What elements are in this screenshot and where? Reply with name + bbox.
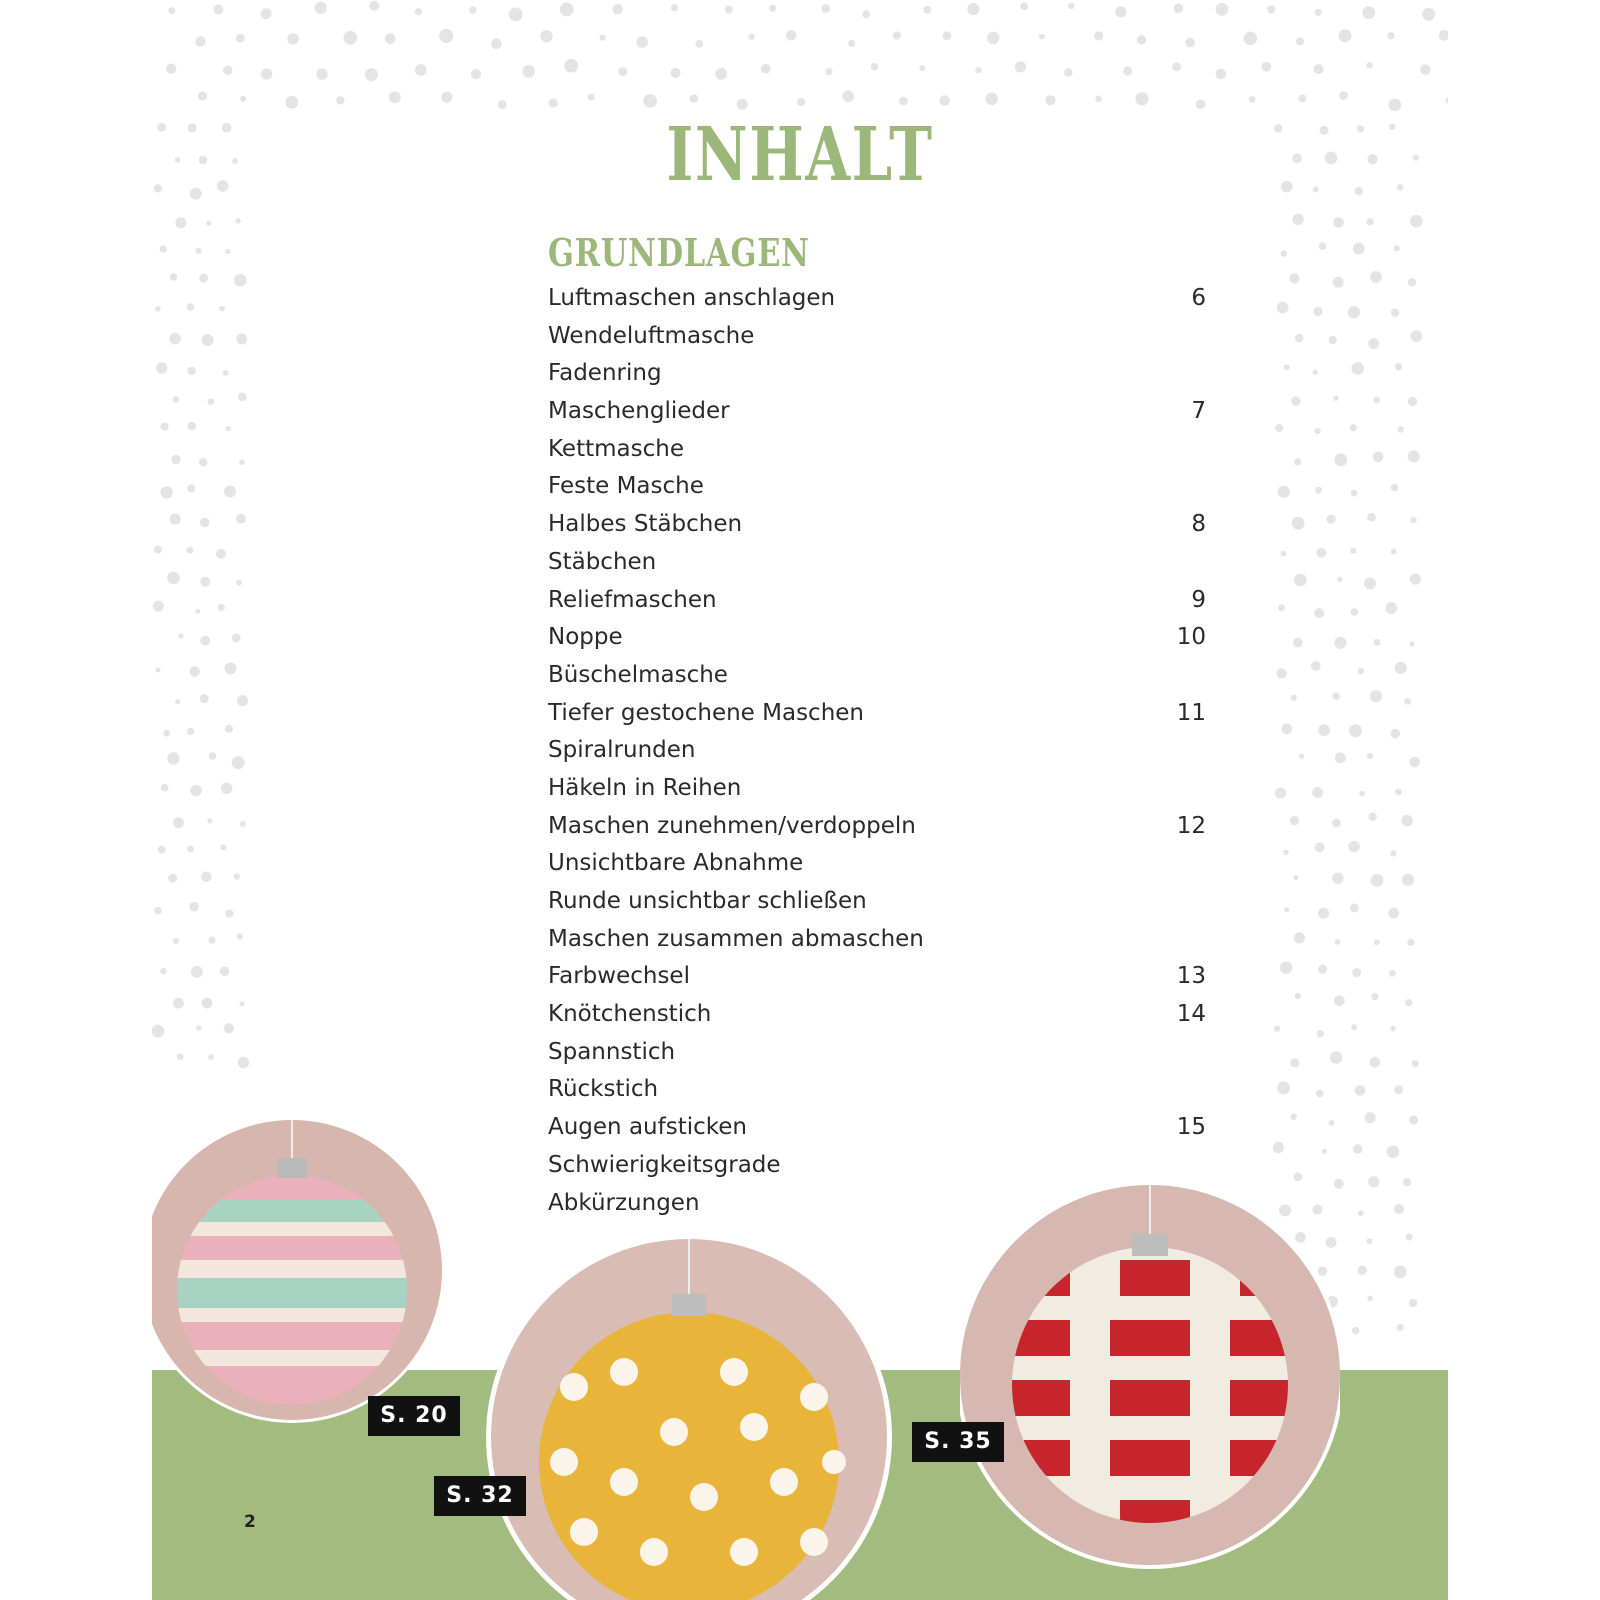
- toc-entry-label: Knötchenstich: [548, 1001, 712, 1028]
- toc-entry-page: 14: [1176, 1001, 1206, 1028]
- toc-entry: [548, 506, 1206, 544]
- section-title: GRUNDLAGEN: [548, 230, 810, 275]
- toc-entry: [548, 1071, 1206, 1109]
- toc-entry-page: 12: [1176, 812, 1206, 839]
- toc-entry-label: Stäbchen: [548, 548, 657, 575]
- toc-entry: [548, 468, 1206, 506]
- toc-entry-label: Schwierigkeitsgrade: [548, 1151, 781, 1178]
- toc-entry: [548, 808, 1206, 846]
- page-title: INHALT: [666, 112, 934, 198]
- toc-entry-label: Häkeln in Reihen: [548, 774, 742, 801]
- toc-entry-page: 11: [1176, 699, 1206, 726]
- toc-entry-label: Spiralrunden: [548, 737, 696, 764]
- toc-entry: [548, 544, 1206, 582]
- toc-entry: [548, 280, 1206, 318]
- toc-entry-label: Farbwechsel: [548, 963, 690, 990]
- ornament-photo-red-checked: [960, 1180, 1340, 1580]
- toc-entry-label: Maschen zusammen abmaschen: [548, 925, 924, 952]
- toc-entry-label: Unsichtbare Abnahme: [548, 850, 804, 877]
- toc-entry: [548, 958, 1206, 996]
- toc-entry: [548, 431, 1206, 469]
- toc-entry-label: Tiefer gestochene Maschen: [548, 699, 865, 726]
- toc-entry-label: Reliefmaschen: [548, 586, 717, 613]
- toc-entry: [548, 619, 1206, 657]
- toc-entry-label: Augen aufsticken: [548, 1114, 747, 1141]
- toc-entry-page: 6: [1191, 285, 1206, 311]
- ornament-photo-yellow-bobble: [484, 1232, 894, 1600]
- toc-entry: [548, 1034, 1206, 1072]
- toc-entry: [548, 921, 1206, 959]
- toc-entry-label: Maschen zunehmen/verdoppeln: [548, 812, 916, 839]
- toc-entry-page: 9: [1191, 586, 1206, 613]
- toc-entry: [548, 355, 1206, 393]
- toc-entry: [548, 393, 1206, 431]
- toc-entry-label: Rückstich: [548, 1076, 659, 1103]
- toc-entry-label: Feste Masche: [548, 473, 704, 500]
- toc-entry-page: 15: [1176, 1114, 1206, 1141]
- toc-entry-page: 13: [1176, 963, 1206, 990]
- ornament-badge-1: S. 20: [368, 1396, 460, 1436]
- toc-entry-label: Büschelmasche: [548, 661, 728, 688]
- toc-entry: [548, 883, 1206, 921]
- toc-entry-label: Maschenglieder: [548, 398, 730, 425]
- page-number: 2: [244, 1512, 256, 1532]
- toc-entry: [548, 1147, 1206, 1185]
- toc-entry-label: Abkürzungen: [548, 1189, 700, 1216]
- toc-entry-label: Kettmasche: [548, 435, 684, 462]
- toc-entry: [548, 845, 1206, 883]
- toc-entry-page: 10: [1176, 624, 1206, 651]
- toc-entry: [548, 996, 1206, 1034]
- book-page: [152, 0, 1448, 1600]
- toc-entry: [548, 657, 1206, 695]
- toc-entry: [548, 582, 1206, 620]
- table-of-contents: [548, 280, 1206, 1222]
- toc-entry: [548, 732, 1206, 770]
- ornament-badge-3: S. 35: [912, 1422, 1004, 1462]
- toc-entry: [548, 1109, 1206, 1147]
- toc-entry-label: Halbes Stäbchen: [548, 511, 743, 538]
- toc-entry: [548, 695, 1206, 733]
- toc-entry-label: Wendeluftmasche: [548, 322, 755, 349]
- toc-entry-page: 7: [1191, 398, 1206, 425]
- toc-entry-label: Runde unsichtbar schließen: [548, 888, 867, 914]
- toc-entry-label: Fadenring: [548, 360, 662, 387]
- ornament-badge-2: S. 32: [434, 1476, 526, 1516]
- toc-entry-label: Luftmaschen anschlagen: [548, 285, 836, 311]
- toc-entry-page: 8: [1191, 511, 1206, 538]
- toc-entry: [548, 770, 1206, 808]
- toc-entry-label: Spannstich: [548, 1038, 676, 1065]
- toc-entry: [548, 318, 1206, 356]
- toc-entry-label: Noppe: [548, 624, 623, 651]
